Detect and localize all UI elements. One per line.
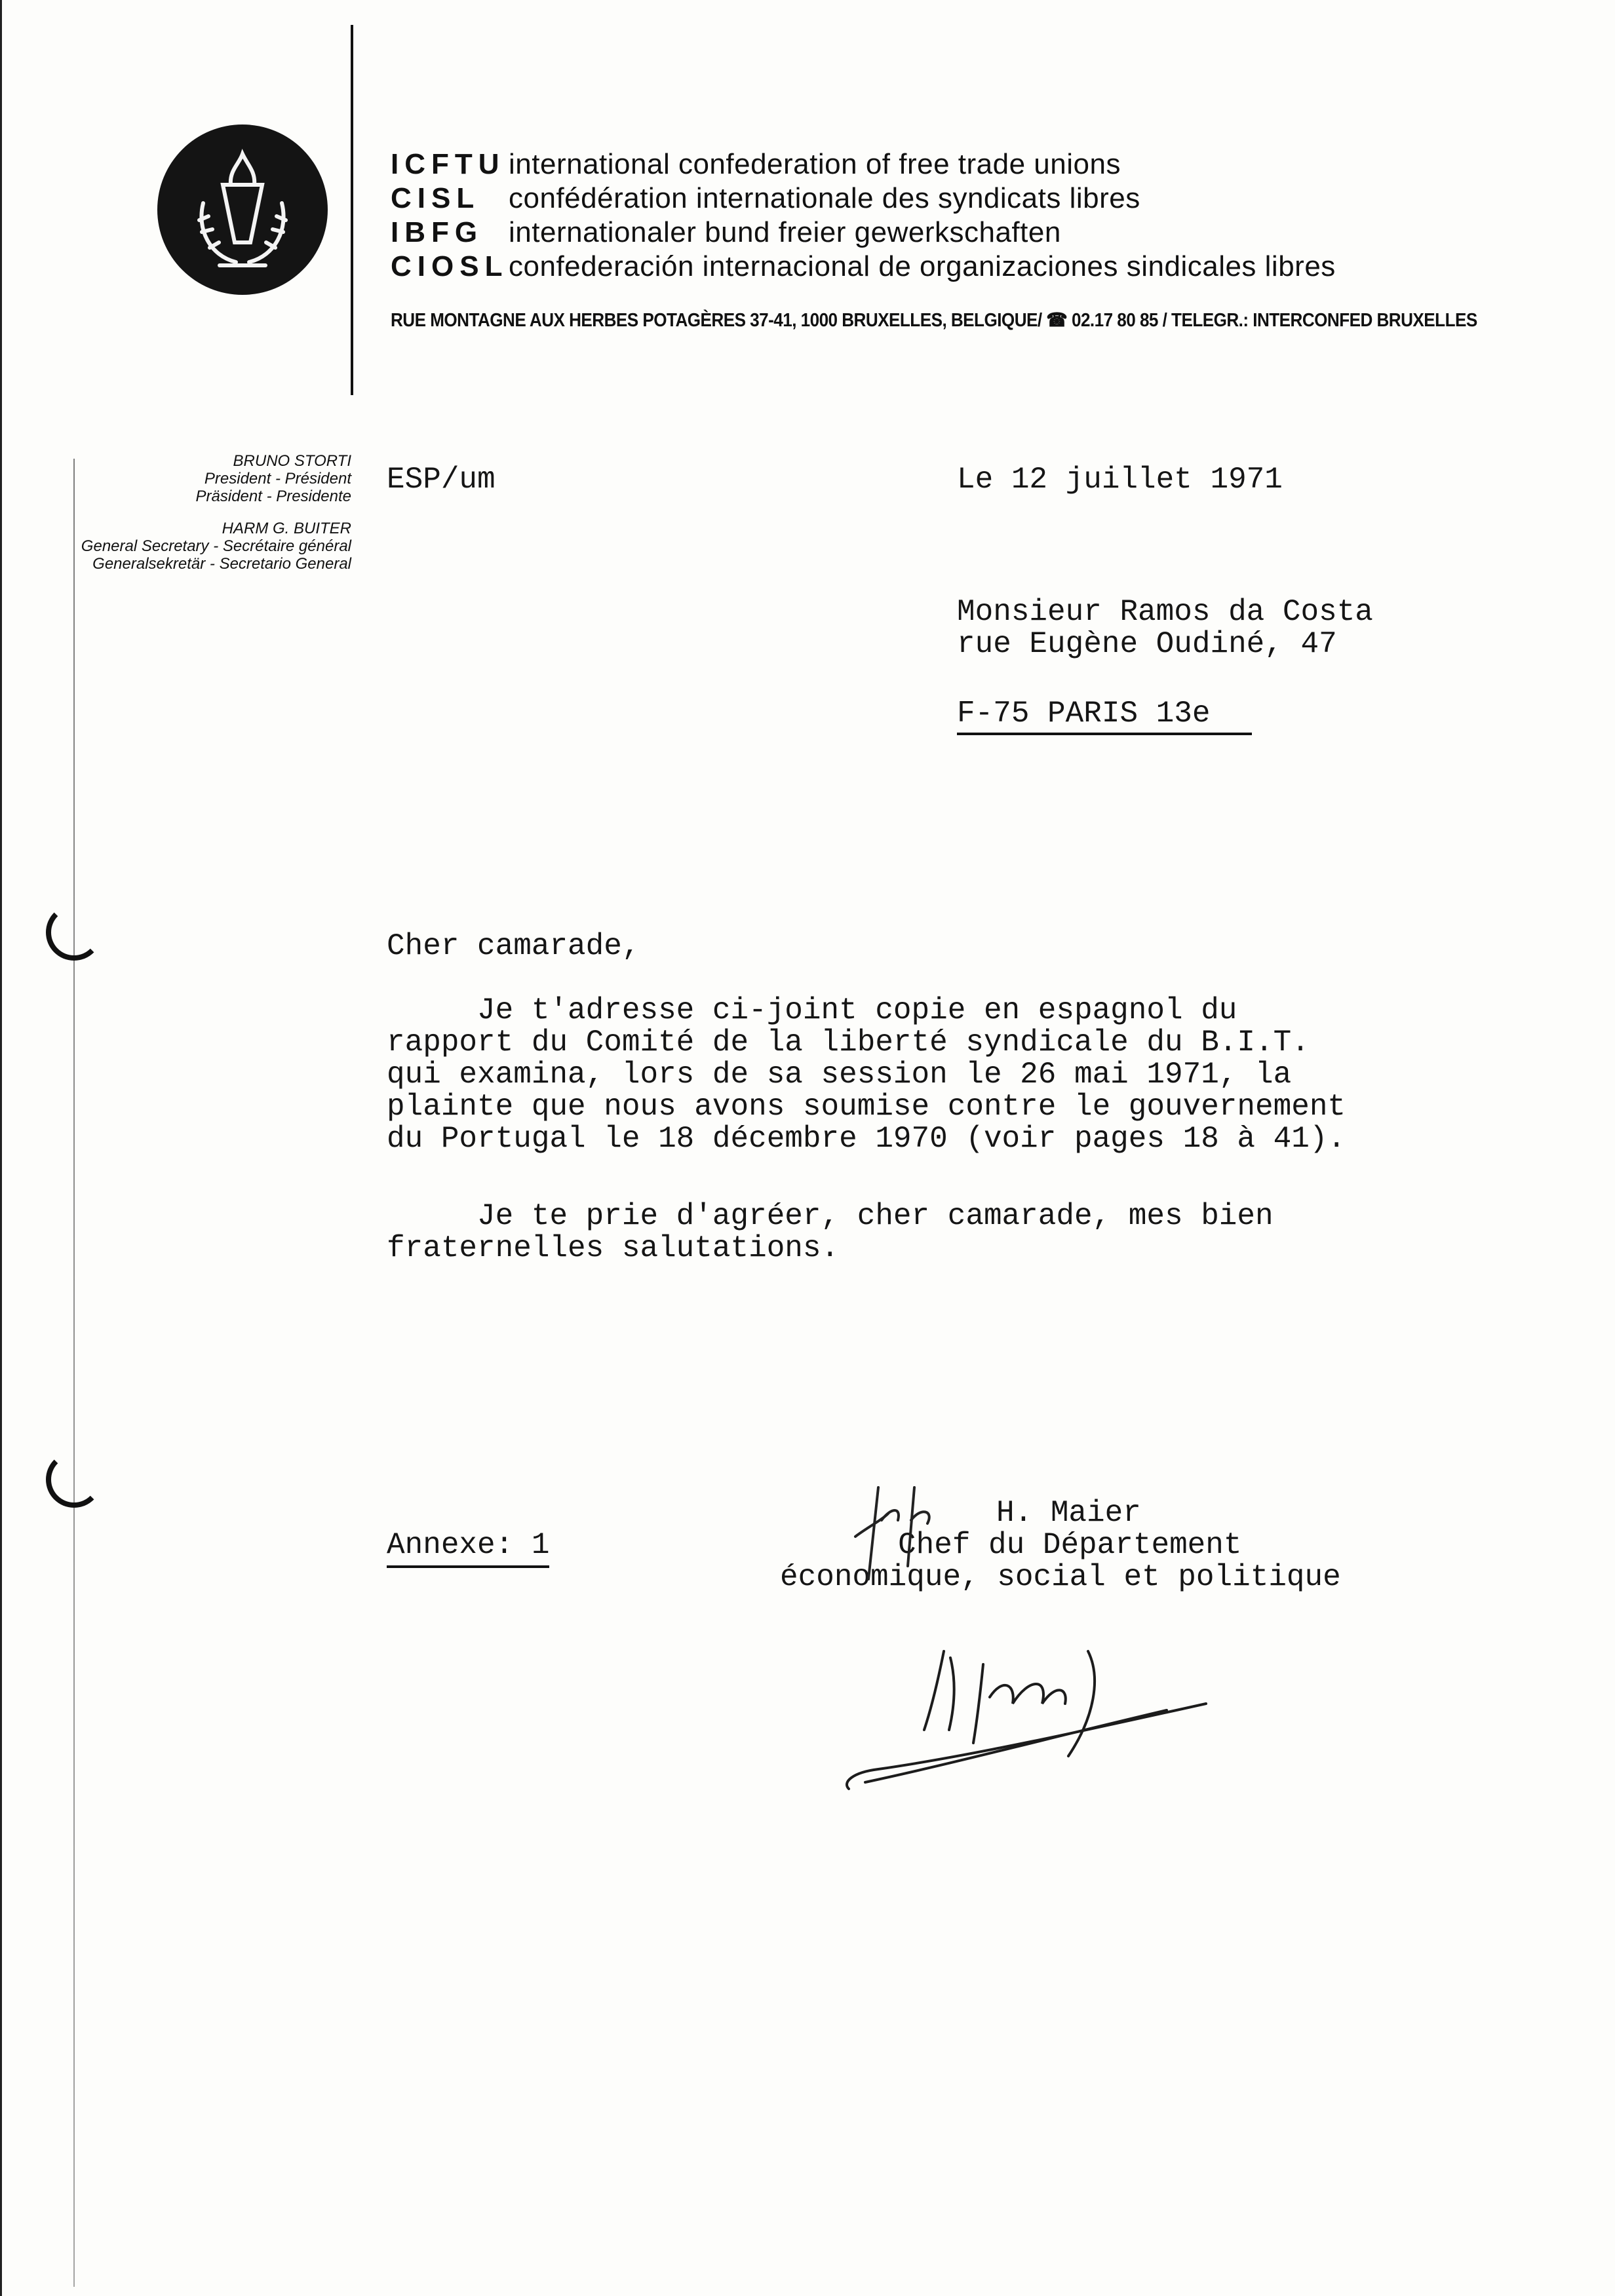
signer-title: économique, social et politique	[780, 1560, 1341, 1594]
greeting: Cher camarade,	[387, 929, 640, 963]
secretary-name: HARM G. BUITER	[222, 520, 351, 537]
org-row-ciosl	[391, 250, 1336, 284]
binder-fold-line	[73, 459, 75, 2287]
org-row-ibfg	[391, 216, 1336, 250]
handwritten-signature	[839, 1638, 1232, 1808]
org-name: confederación internacional de organizaciones sindicales libres	[509, 250, 1336, 282]
signer-title: Chef du Département	[898, 1528, 1242, 1562]
recipient-city: F-75 PARIS 13e	[957, 698, 1252, 735]
torch-emblem-icon	[157, 124, 328, 295]
reference-code: ESP/um	[387, 463, 496, 497]
letterhead-divider	[351, 25, 353, 395]
annex-note: Annexe: 1	[387, 1529, 549, 1568]
org-row-icftu	[391, 147, 1336, 182]
secretary-title: Generalsekretär - Secretario General	[92, 555, 351, 573]
closing-paragraph: Je te prie d'agréer, cher camarade, mes bien fraternelles salutations.	[387, 1199, 1274, 1265]
org-name: international confederation of free trade unions	[509, 148, 1121, 180]
secretary-title: General Secretary - Secrétaire général	[81, 537, 351, 555]
recipient-address	[957, 596, 1373, 660]
punch-hole-mark	[46, 1451, 102, 1508]
org-name: internationaler bund freier gewerkschaften	[509, 216, 1061, 248]
letterhead-address: RUE MONTAGNE AUX HERBES POTAGÈRES 37-41, 1000 BRUXELLES, BELGIQUE/ ☎ 02.17 80 85 / TELEGR.: INTERCONFED BRUXELLES	[391, 310, 1477, 331]
recipient-street: rue Eugène Oudiné, 47	[957, 627, 1337, 661]
officers-block	[0, 452, 351, 573]
president-title: Präsident - Presidente	[195, 488, 351, 505]
president-title: President - Président	[204, 470, 351, 488]
recipient-name: Monsieur Ramos da Costa	[957, 595, 1373, 629]
org-name: confédération internationale des syndicats libres	[509, 182, 1140, 214]
letter-date: Le 12 juillet 1971	[957, 463, 1283, 497]
signer-name: H. Maier	[996, 1496, 1141, 1530]
icftu-logo	[157, 124, 328, 295]
body-paragraph: Je t'adresse ci-joint copie en espagnol du rapport du Comité de la liberté syndicale du B.I.T. qui examina, lors de sa session le 26 mai 1971, la plainte que nous avons soumise contre le gouvernement du Portugal le 18 décembre 1970 (voir pages 18 à 41).	[387, 993, 1346, 1156]
president-name: BRUNO STORTI	[233, 452, 351, 470]
org-row-cisl	[391, 182, 1336, 216]
org-abbreviation: IBFG	[391, 216, 484, 248]
org-abbreviation: ICFTU	[391, 148, 505, 180]
scan-edge-line	[0, 0, 2, 2296]
org-abbreviation: CIOSL	[391, 250, 509, 282]
org-abbreviation: CISL	[391, 182, 480, 214]
handwritten-initials	[842, 1474, 973, 1586]
organization-names	[391, 147, 1336, 284]
punch-hole-mark	[46, 904, 102, 961]
